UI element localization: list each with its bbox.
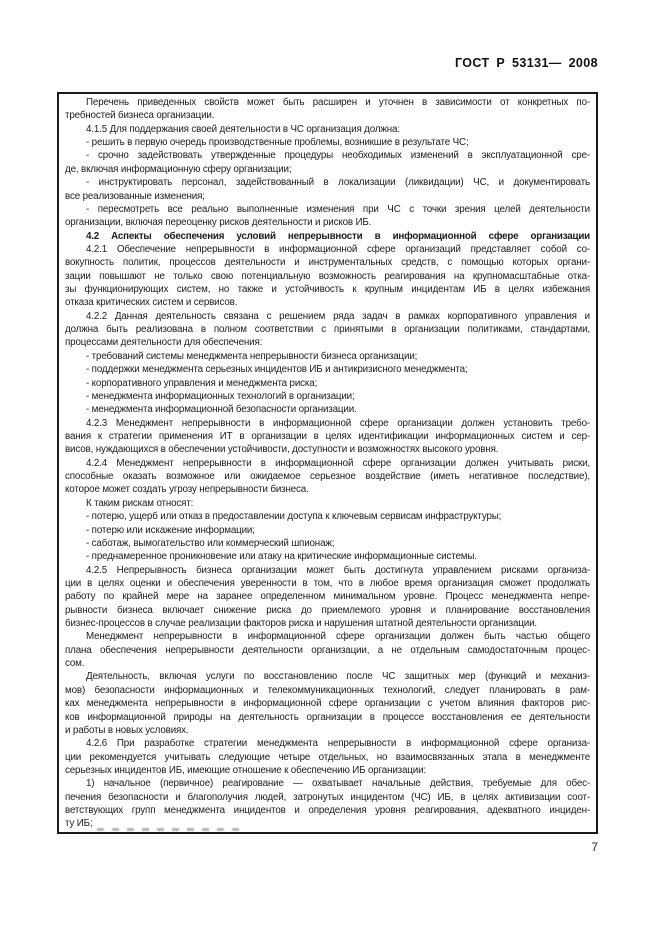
text-line: Менеджмент непрерывности в информационной сфере организации должен быть частью общего — [86, 631, 590, 643]
text-line: 4.2.6 При разработке стратегии менеджмента непрерывности в информационной сфере организа- — [86, 738, 590, 750]
text-line: печения безопасности и благополучия людей, затронутых инцидентом (ЧС) ИБ, в целях активизации соот- — [65, 791, 590, 803]
text-line: организации, включая переоценку рисков деятельности и рисков ИБ. — [65, 217, 372, 229]
text-line: зы функционирующих систем, но также и устойчивость к крупным инцидентам ИБ в целях избежания — [65, 284, 590, 296]
text-line: - преднамеренное проникновение или атаку на критические информационные системы. — [86, 551, 477, 563]
text-line: ции в целях оценки и обеспечения уверенности в том, что в любое время организация сможет продолжать — [65, 577, 590, 589]
text-line: ков информационной природы на деятельность организации в процессе восстановления ее деятельности — [65, 711, 590, 723]
standard-number-header: ГОСТ Р 53131— 2008 — [454, 56, 598, 70]
text-line: 4.2.5 Непрерывность бизнеса организации может быть достигнута управлением рисками организа- — [86, 564, 590, 576]
text-line: - потерю или искажение информации; — [86, 524, 255, 536]
text-line: Деятельность, включая услуги по восстановлению после ЧС защитных мер (функций и механиз- — [86, 671, 590, 683]
text-line: бизнес-процессов в случае реализации факторов риска и нарушения штатной деятельности организации. — [65, 618, 537, 630]
text-line: ции рекомендуется учитывать следующие четыре отдельных, но взаимосвязанных этапа в менеджменте — [65, 751, 590, 763]
text-line: ту ИБ; — [65, 818, 93, 830]
print-bleed-artifact — [97, 828, 239, 831]
text-line: - саботаж, вымогательство или коммерческий шпионаж; — [86, 537, 335, 549]
text-line: - потерю, ущерб или отказ в предоставлении доступа к ключевым сервисам инфраструктуры; — [86, 511, 502, 523]
text-line: Перечень приведенных свойств может быть расширен и уточнен в зависимости от конкретных по- — [86, 97, 590, 108]
text-line: 4.1.5 Для поддержания своей деятельности в ЧС организация должна: — [86, 123, 400, 135]
text-line: серьезных инцидентов ИБ, имеющие отношение к обеспечению ИБ организации: — [65, 764, 426, 776]
text-line: работу по крайней мере на заранее определенном минимальном уровне. Процесс менеджмента непре- — [65, 591, 590, 603]
text-line: 4.2.2 Данная деятельность связана с решением ряда задач в рамках корпоративного управления и — [86, 310, 590, 322]
text-line: должна быть реализована в полном соответствии с принятыми в организации политиками, стандартами, — [65, 324, 590, 336]
text-line: все реализованные изменения; — [65, 190, 205, 202]
text-line: ветствующих групп менеджмента инцидентов и определения уровня реагирования, адекватного инциден- — [65, 805, 590, 817]
text-line: - срочно задействовать утвержденные процедуры необходимых изменений в эксплуатационной сре- — [86, 150, 590, 162]
text-line: - менеджмента информационных технологий в организации; — [86, 390, 355, 402]
text-line: - пересмотреть все реально выполненные изменения при ЧС с точки зрения целей деятельности — [86, 203, 590, 215]
page-number: 7 — [591, 840, 598, 854]
text-line: способные оказать возможное или ожидаемое серьезное воздействие (иметь негативное последствие), — [65, 471, 590, 483]
text-line: зации повышают не только свою потенциальную возможность реагирования на крупномасштабные отка- — [65, 270, 590, 282]
text-line: ках менеджмента непрерывности в информационной сфере организации с учетом влияния факторов рис- — [65, 698, 590, 710]
text-line: сом. — [65, 658, 85, 670]
text-line: - корпоративного управления и менеджмента риска; — [86, 377, 318, 389]
text-line: - менеджмента информационной безопасности организации. — [86, 404, 357, 416]
text-line: рывности бизнеса включает снижение риска до приемлемого уровня и планирование восстановления — [65, 604, 590, 616]
text-line: К таким рискам относят: — [86, 497, 194, 509]
text-line: висов, нуждающихся в обеспечении устойчивости, доступности и возможностях высокого уровня. — [65, 444, 499, 456]
text-line: - поддержки менеджмента серьезных инцидентов ИБ и антикризисного менеджмента; — [86, 364, 468, 376]
text-line: 4.2.1 Обеспечение непрерывности в информационной сфере организаций представляет собой со- — [86, 243, 590, 255]
text-line: мов) безопасности информационных и телекоммуникационных технологий, следует планировать в рам- — [65, 684, 590, 696]
text-line: плана обеспечения непрерывности деятельности организации, а не отдельным самодостаточным процес- — [65, 644, 590, 656]
text-line: - решить в первую очередь производственные проблемы, возникшие в результате ЧС; — [86, 137, 469, 149]
text-line: - требований системы менеджмента непрерывности бизнеса организации; — [86, 350, 418, 362]
text-line: требностей бизнеса организации. — [65, 110, 215, 122]
text-line: отказа критических систем и сервисов. — [65, 297, 238, 309]
text-line: 4.2.3 Менеджмент непрерывности в информационной сфере организации должен установить требо- — [86, 417, 590, 429]
text-line: - инструктировать персонал, задействованный в локализации (ликвидации) ЧС, и документировать — [86, 177, 590, 189]
text-line: 4.2.4 Менеджмент непрерывности в информационной сфере организации должен учитывать риски, — [86, 457, 590, 469]
text-line: вокупность политик, процессов деятельности и инструментальных средств, с помощью которых органи- — [65, 257, 590, 269]
text-line: которое может создать угрозу непрерывности бизнеса. — [65, 484, 309, 496]
text-line: и работы в новых условиях. — [65, 724, 189, 736]
text-line: де, включая информационную сферу организации; — [65, 163, 292, 175]
text-line: вания к стратегии применения ИТ в организации в целях идентификации информационных систем и сер- — [65, 430, 590, 442]
text-line: 1) начальное (первичное) реагирование — охватывает начальные действия, требуемые для обес- — [86, 778, 590, 790]
standard-text-box — [57, 92, 598, 834]
text-line: процессами деятельности для обеспечения: — [65, 337, 263, 349]
section-heading-line: 4.2 Аспекты обеспечения условий непрерывности в информационной сфере организации — [86, 230, 590, 242]
